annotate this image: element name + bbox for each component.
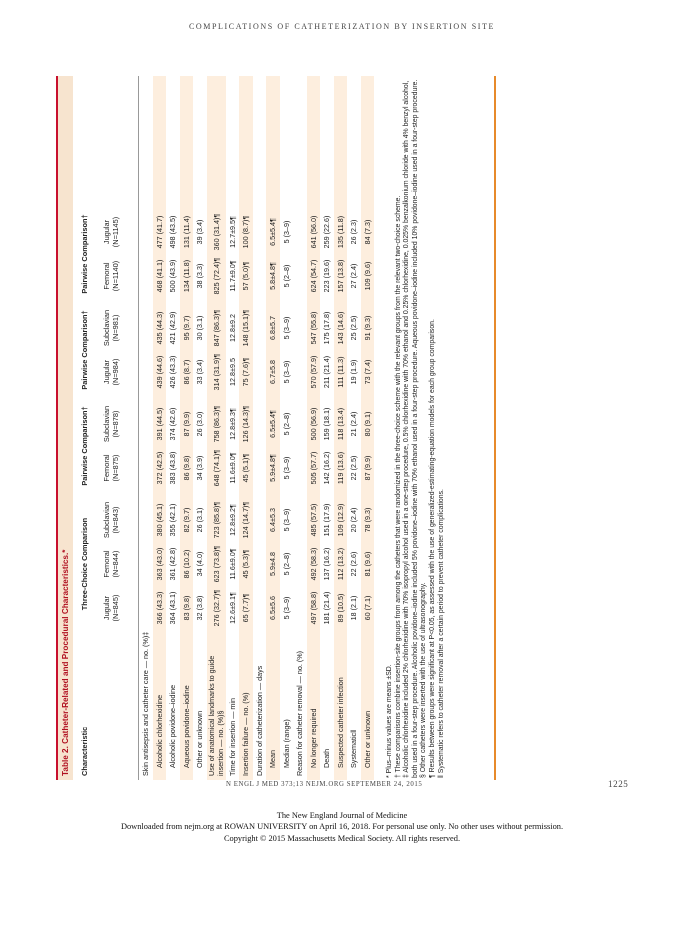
table-cell: 5 (2–8) bbox=[281, 412, 291, 436]
table-cell: 366 (43.3) bbox=[154, 591, 164, 625]
table-cell: 57 (5.0)¶ bbox=[241, 261, 251, 291]
table-cell: 18 (2.1) bbox=[349, 595, 359, 621]
group-title: Pairwise Comparison† bbox=[80, 214, 89, 294]
table-cell: 84 (7.3) bbox=[362, 219, 372, 245]
table-cell: 109 (9.6) bbox=[362, 261, 372, 291]
table-cell: 175 (17.8) bbox=[322, 311, 332, 345]
table-cell: 143 (14.6) bbox=[335, 311, 345, 345]
row-label: Mean bbox=[268, 750, 278, 768]
table-cell: 109 (12.9) bbox=[335, 503, 345, 537]
table-cell: 20 (2.4) bbox=[349, 507, 359, 533]
footnote: ‖ Systematic refers to catheter removal after a certain period to prevent catheter complications. bbox=[437, 489, 445, 778]
table-cell: 39 (3.4) bbox=[195, 219, 205, 245]
download-notice bbox=[0, 810, 684, 844]
table-cell: 86 (10.2) bbox=[181, 549, 191, 579]
table-cell: 360 (31.4)¶ bbox=[211, 213, 221, 251]
table-cell: 119 (13.6) bbox=[335, 451, 345, 485]
table-cell: 86 (9.8) bbox=[181, 455, 191, 481]
table-row bbox=[207, 76, 226, 780]
table-cell: 45 (5.3)¶ bbox=[241, 549, 251, 579]
table-cell: 12.8±9.5 bbox=[227, 358, 237, 386]
footnote: § Other catheters were inserted with the use of ultrasonography. bbox=[420, 582, 428, 778]
table-cell: 426 (43.3) bbox=[168, 355, 178, 389]
table-body bbox=[139, 76, 374, 780]
col-header: Subclavian (N=878) bbox=[102, 405, 120, 443]
table-cell: 89 (10.5) bbox=[335, 593, 345, 623]
table-title: Table 2. Catheter-Related and Procedural Characteristics.* bbox=[56, 76, 73, 780]
table-row bbox=[193, 76, 207, 780]
table-cell: 111 (11.3) bbox=[335, 356, 345, 388]
table-cell: 435 (44.3) bbox=[154, 311, 164, 345]
col-header: Subclavian (N=843) bbox=[102, 501, 120, 539]
row-label: Alcoholic povidone–iodine bbox=[168, 684, 178, 768]
table-cell: 648 (74.1)¶ bbox=[211, 449, 221, 487]
table-cell: 723 (85.8)¶ bbox=[211, 501, 221, 539]
table-cell: 134 (11.8) bbox=[181, 259, 191, 293]
table-row bbox=[153, 76, 167, 780]
header-characteristic: Characteristic bbox=[80, 726, 89, 776]
table-cell: 477 (41.7) bbox=[154, 215, 164, 249]
table-cell: 364 (43.1) bbox=[168, 591, 178, 625]
row-label: No longer required bbox=[308, 708, 318, 768]
table-cell: 468 (41.1) bbox=[154, 259, 164, 293]
table-cell: 314 (31.9)¶ bbox=[211, 353, 221, 391]
table-2 bbox=[56, 76, 496, 780]
table-cell: 624 (54.7) bbox=[308, 259, 318, 293]
table-cell: 124 (14.7)¶ bbox=[241, 501, 251, 539]
table-cell: 372 (42.5) bbox=[154, 451, 164, 485]
header-group-pairwise-1 bbox=[74, 402, 138, 490]
table-cell: 19 (1.9) bbox=[349, 359, 359, 385]
header-group-three-choice bbox=[74, 498, 138, 630]
table-cell: 22 (2.5) bbox=[349, 455, 359, 481]
table-cell: 82 (9.7) bbox=[181, 507, 191, 533]
row-label: Other or unknown bbox=[195, 710, 205, 768]
table-cell: 5 (2–8) bbox=[281, 264, 291, 288]
table-cell: 30 (3.1) bbox=[195, 315, 205, 341]
table-row bbox=[266, 76, 280, 780]
table-cell: 6.7±5.8 bbox=[268, 360, 278, 384]
table-cell: 500 (43.9) bbox=[168, 259, 178, 293]
table-cell: 6.5±5.6 bbox=[268, 596, 278, 620]
table-cell: 374 (42.6) bbox=[168, 407, 178, 441]
col-header: Jugular (N=845) bbox=[102, 594, 120, 622]
table-cell: 355 (42.1) bbox=[168, 503, 178, 537]
table-cell: 21 (2.4) bbox=[349, 411, 359, 437]
table-cell: 5 (3–9) bbox=[281, 316, 291, 340]
table-cell: 6.4±5.3 bbox=[268, 508, 278, 532]
table-cell: 11.6±9.0¶ bbox=[227, 452, 237, 484]
table-cell: 126 (14.3)¶ bbox=[241, 405, 251, 443]
table-cell: 12.8±9.2¶ bbox=[227, 504, 237, 536]
copyright-line: Copyright © 2015 Massachusetts Medical Society. All rights reserved. bbox=[223, 833, 461, 843]
row-label: Suspected catheter infection bbox=[335, 677, 345, 768]
row-label: Aqueous povidone–iodine bbox=[181, 685, 191, 768]
row-label: Duration of catheterization — days bbox=[254, 665, 264, 776]
table-cell: 5.8±4.8¶ bbox=[268, 262, 278, 290]
journal-name: The New England Journal of Medicine bbox=[276, 811, 408, 820]
table-cell: 26 (2.3) bbox=[349, 219, 359, 245]
table-cell: 421 (42.9) bbox=[168, 311, 178, 345]
download-line: Downloaded from nejm.org at ROWAN UNIVERSITY on April 16, 2018. For personal use only. No other uses without permission. bbox=[120, 822, 564, 832]
table-cell: 33 (3.4) bbox=[195, 359, 205, 385]
table-cell: 135 (11.8) bbox=[335, 215, 345, 249]
table-cell: 485 (57.5) bbox=[308, 503, 318, 537]
table-cell: 81 (9.6) bbox=[362, 551, 372, 577]
table-row bbox=[166, 76, 180, 780]
table-cell: 78 (9.3) bbox=[362, 507, 372, 533]
table-cell: 95 (9.7) bbox=[181, 315, 191, 341]
table-cell: 142 (16.2) bbox=[322, 451, 332, 485]
table-cell: 223 (19.6) bbox=[322, 259, 332, 293]
table-cell: 60 (7.1) bbox=[362, 595, 372, 621]
table-cell: 505 (57.7) bbox=[308, 451, 318, 485]
table-row bbox=[307, 76, 321, 780]
row-label: Median (range) bbox=[281, 719, 291, 768]
table-cell: 623 (73.8)¶ bbox=[211, 545, 221, 583]
col-header: Femoral (N=875) bbox=[102, 454, 120, 482]
table-cell: 157 (13.8) bbox=[335, 259, 345, 293]
table-cell: 34 (4.0) bbox=[195, 551, 205, 577]
table-cell: 87 (9.9) bbox=[362, 455, 372, 481]
group-title: Pairwise Comparison† bbox=[80, 310, 89, 390]
journal-citation: N ENGL J MED 373;13 NEJM.ORG SEPTEMBER 24, 2015 bbox=[226, 781, 423, 788]
row-label: Alcoholic chlorhexidine bbox=[154, 694, 164, 768]
table-row bbox=[320, 76, 334, 780]
table-cell: 148 (15.1)¶ bbox=[241, 309, 251, 347]
table-cell: 5 (3–9) bbox=[281, 508, 291, 532]
table-cell: 361 (42.8) bbox=[168, 547, 178, 581]
footnote: ¶ Results between groups were significant at P<0.05, as assessed with the use of generalized-estimating-equation models for each group comparison. bbox=[428, 319, 436, 778]
table-cell: 11.7±9.0¶ bbox=[227, 260, 237, 292]
table-cell: 12.6±9.1¶ bbox=[227, 592, 237, 624]
table-cell: 87 (9.9) bbox=[181, 411, 191, 437]
col-header: Subclavian (N=981) bbox=[102, 309, 120, 347]
rotated-table-region bbox=[56, 76, 496, 780]
col-header: Femoral (N=1140) bbox=[102, 260, 120, 292]
table-grid bbox=[74, 76, 374, 780]
running-head: COMPLICATIONS OF CATHETERIZATION BY INSERTION SITE bbox=[188, 22, 496, 31]
table-footnotes bbox=[386, 76, 446, 780]
table-bottom-rule bbox=[494, 76, 496, 780]
table-cell: 276 (32.7)¶ bbox=[211, 589, 221, 627]
table-cell: 25 (2.5) bbox=[349, 315, 359, 341]
table-cell: 100 (8.7)¶ bbox=[241, 215, 251, 249]
row-label: Insertion failure — no. (%) bbox=[241, 692, 251, 776]
col-header: Jugular (N=984) bbox=[102, 358, 120, 386]
footnote: † These comparisons combine insertion-site groups from among the catheters that were randomized in the three-choice scheme with the relevant groups from the relevant two-choice scheme. bbox=[394, 195, 402, 778]
table-cell: 45 (5.1)¶ bbox=[241, 453, 251, 483]
table-cell: 5.9±4.8¶ bbox=[268, 454, 278, 482]
row-label: Systematic‖ bbox=[349, 729, 359, 768]
table-row bbox=[361, 76, 375, 780]
table-row bbox=[226, 76, 240, 780]
table-cell: 6.8±5.7 bbox=[268, 316, 278, 340]
table-row bbox=[347, 76, 361, 780]
table-cell: 91 (9.3) bbox=[362, 315, 372, 341]
table-cell: 26 (3.0) bbox=[195, 411, 205, 437]
table-cell: 492 (58.3) bbox=[308, 547, 318, 581]
table-cell: 6.5±5.4¶ bbox=[268, 410, 278, 438]
table-cell: 847 (86.3)¶ bbox=[211, 309, 221, 347]
table-cell: 498 (43.5) bbox=[168, 215, 178, 249]
page-number: 1225 bbox=[608, 779, 629, 789]
table-row bbox=[334, 76, 348, 780]
table-cell: 32 (3.8) bbox=[195, 595, 205, 621]
table-cell: 34 (3.9) bbox=[195, 455, 205, 481]
table-cell: 112 (13.2) bbox=[335, 547, 345, 581]
table-row bbox=[139, 76, 153, 780]
table-cell: 363 (43.0) bbox=[154, 547, 164, 581]
table-row bbox=[253, 76, 267, 780]
header-group-pairwise-2 bbox=[74, 306, 138, 394]
table-row bbox=[180, 76, 194, 780]
table-cell: 5 (3–9) bbox=[281, 360, 291, 384]
header-group-pairwise-3 bbox=[74, 210, 138, 298]
table-cell: 27 (2.4) bbox=[349, 263, 359, 289]
table-cell: 12.7±9.5¶ bbox=[227, 216, 237, 248]
col-header: Jugular (N=1145) bbox=[102, 216, 120, 248]
table-cell: 151 (17.9) bbox=[322, 503, 332, 537]
footnote: * Plus–minus values are means ±SD. bbox=[386, 664, 393, 778]
table-cell: 11.6±9.0¶ bbox=[227, 548, 237, 580]
table-cell: 758 (86.3)¶ bbox=[211, 405, 221, 443]
footnote: ‡ Alcoholic chlorhexidine included 2% chlorhexidine with 70% isopropyl alcohol used in a one-step procedure, 0.5% chlorhexidine with 70% ethanol and 0.25% chlorhexidine, 0.025% benzalkonium chloride with 4% benzyl alcohol, both used in a four-step procedure. Alcoholic povidone–iodine included 5% povidone–iodine with 70% ethanol used in a four-step procedure. Aqueous povidone–iodine included 10% povidone–iodine used in a four-step procedure. bbox=[403, 79, 419, 778]
table-cell: 65 (7.7)¶ bbox=[241, 593, 251, 623]
table-cell: 86 (8.7) bbox=[181, 359, 191, 385]
table-cell: 83 (9.8) bbox=[181, 595, 191, 621]
table-cell: 38 (3.3) bbox=[195, 263, 205, 289]
table-cell: 181 (21.4) bbox=[322, 591, 332, 625]
table-cell: 641 (56.0) bbox=[308, 215, 318, 249]
row-label: Time for insertion — min bbox=[227, 697, 237, 776]
row-label: Other or unknown bbox=[362, 710, 372, 768]
table-cell: 825 (72.4)¶ bbox=[211, 257, 221, 295]
table-row bbox=[293, 76, 307, 780]
table-cell: 22 (2.6) bbox=[349, 551, 359, 577]
group-title: Pairwise Comparison† bbox=[80, 406, 89, 486]
table-cell: 159 (18.1) bbox=[322, 407, 332, 441]
table-cell: 26 (3.1) bbox=[195, 507, 205, 533]
table-cell: 5 (2–8) bbox=[281, 552, 291, 576]
row-label: Death bbox=[322, 748, 332, 768]
table-cell: 12.8±9.2 bbox=[227, 314, 237, 342]
table-cell: 118 (13.4) bbox=[335, 407, 345, 441]
table-cell: 12.8±9.3¶ bbox=[227, 408, 237, 440]
page-footer bbox=[0, 781, 684, 795]
table-cell: 497 (58.8) bbox=[308, 591, 318, 625]
table-cell: 439 (44.6) bbox=[154, 355, 164, 389]
table-row bbox=[280, 76, 294, 780]
group-title: Three-Choice Comparison bbox=[80, 517, 89, 611]
table-cell: 380 (45.1) bbox=[154, 503, 164, 537]
row-label: Skin antisepsis and catheter care — no. (%)‡ bbox=[141, 631, 151, 776]
table-cell: 211 (21.4) bbox=[322, 355, 332, 389]
col-header: Femoral (N=844) bbox=[102, 550, 120, 578]
table-cell: 73 (7.4) bbox=[362, 359, 372, 385]
table-cell: 137 (16.2) bbox=[322, 547, 332, 581]
table-cell: 5 (3–9) bbox=[281, 596, 291, 620]
table-cell: 259 (22.6) bbox=[322, 215, 332, 249]
row-label: Use of anatomical landmarks to guide insertion — no. (%)§ bbox=[207, 655, 225, 776]
table-cell: 5 (3–9) bbox=[281, 456, 291, 480]
table-cell: 383 (43.8) bbox=[168, 451, 178, 485]
table-cell: 80 (9.1) bbox=[362, 411, 372, 437]
table-cell: 5.9±4.8 bbox=[268, 552, 278, 576]
table-row bbox=[239, 76, 253, 780]
row-label: Reason for catheter removal — no. (%) bbox=[295, 650, 305, 776]
table-cell: 75 (7.6)¶ bbox=[241, 357, 251, 387]
table-cell: 547 (55.8) bbox=[308, 311, 318, 345]
table-cell: 131 (11.4) bbox=[181, 215, 191, 249]
table-cell: 500 (56.9) bbox=[308, 407, 318, 441]
table-cell: 5 (3–9) bbox=[281, 220, 291, 244]
table-header-row bbox=[74, 76, 139, 780]
table-cell: 570 (57.9) bbox=[308, 355, 318, 389]
table-cell: 6.5±5.4¶ bbox=[268, 218, 278, 246]
table-cell: 391 (44.5) bbox=[154, 407, 164, 441]
